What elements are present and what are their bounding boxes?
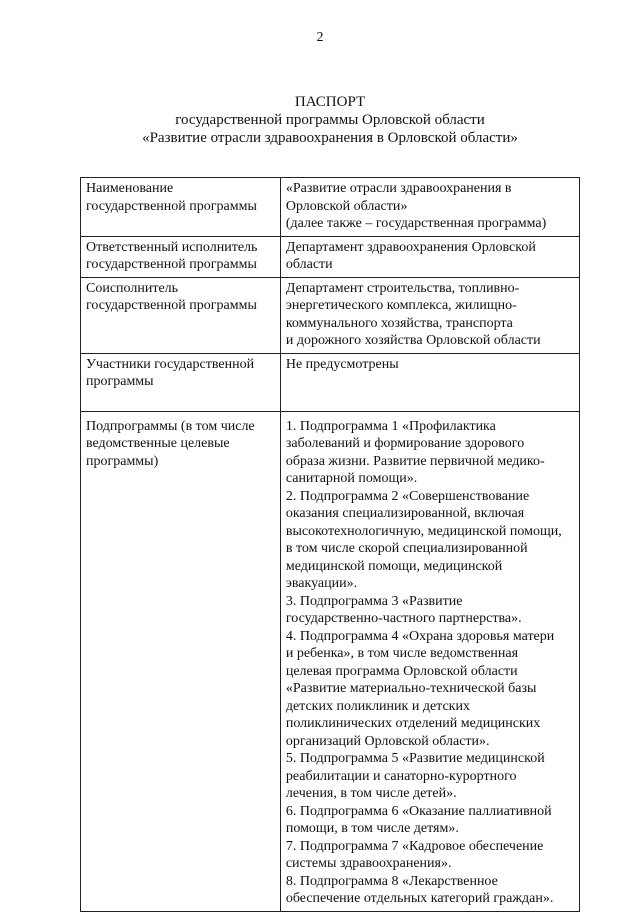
list-item xyxy=(286,803,576,838)
row-label xyxy=(81,353,281,411)
value-line: Не предусмотрены xyxy=(285,356,399,372)
value-line: Орловской области» xyxy=(285,198,408,214)
label-line: программы xyxy=(86,374,154,389)
item-line: 6. Подпрограмма 6 «Оказание паллиативной xyxy=(285,803,552,819)
list-item xyxy=(286,418,576,488)
item-line: 7. Подпрограмма 7 «Кадровое обеспечение xyxy=(285,838,544,854)
item-line: 3. Подпрограмма 3 «Развитие xyxy=(285,593,463,609)
value-line: «Развитие отрасли здравоохранения в xyxy=(285,181,512,196)
passport-table xyxy=(80,177,580,912)
list-item xyxy=(286,593,576,628)
row-label xyxy=(81,277,281,353)
table-row xyxy=(81,353,580,411)
item-line: медицинской помощи, медицинской xyxy=(285,558,503,574)
item-line: системы здравоохранения». xyxy=(285,856,452,871)
item-line: организаций Орловской области». xyxy=(285,733,490,749)
item-line: образа жизни. Развитие первичной медико- xyxy=(285,453,545,469)
list-item xyxy=(286,488,576,593)
item-line: целевая программа Орловской области xyxy=(285,663,518,679)
label-line: Наименование xyxy=(86,181,174,196)
item-line: реабилитации и санаторно-курортного xyxy=(285,768,517,784)
row-value xyxy=(280,236,579,277)
item-line: помощи, в том числе детям». xyxy=(285,821,459,836)
item-line: лечения, в том числе детей». xyxy=(285,786,457,801)
row-label xyxy=(81,178,281,237)
table-row xyxy=(81,236,580,277)
value-line: (далее также – государственная программа) xyxy=(285,216,547,231)
value-line: и дорожного хозяйства Орловской области xyxy=(285,333,541,348)
value-line: Департамент строительства, топливно- xyxy=(285,280,520,296)
row-label xyxy=(81,411,281,911)
table-row xyxy=(81,411,580,911)
item-line: «Развитие материально-технической базы xyxy=(285,681,537,696)
label-line: государственной программы xyxy=(86,298,257,313)
list-item xyxy=(286,750,576,803)
item-line: 1. Подпрограмма 1 «Профилактика xyxy=(285,418,496,434)
item-line: эвакуации». xyxy=(285,576,358,591)
value-line: коммунального хозяйства, транспорта xyxy=(285,315,513,331)
label-line: государственной программы xyxy=(86,198,257,214)
row-value xyxy=(280,353,579,411)
row-value xyxy=(280,277,579,353)
item-line: оказания специализированной, включая xyxy=(285,506,525,521)
label-line: государственной программы xyxy=(86,257,257,272)
title-subtitle: государственной программы Орловской области xyxy=(175,112,485,128)
label-line: Подпрограммы (в том числе xyxy=(86,418,255,434)
item-line: 2. Подпрограмма 2 «Совершенствование xyxy=(285,488,530,504)
item-line: и ребенка», в том числе ведомственная xyxy=(285,646,519,661)
subprogram-list xyxy=(280,411,579,911)
list-item xyxy=(286,873,576,908)
document-title xyxy=(0,93,640,147)
item-line: 4. Подпрограмма 4 «Охрана здоровья матери xyxy=(285,628,555,644)
item-line: 8. Подпрограмма 8 «Лекарственное xyxy=(285,873,498,889)
label-line: ведомственные целевые xyxy=(86,436,230,451)
list-item xyxy=(286,628,576,751)
row-label xyxy=(81,236,281,277)
label-line: программы) xyxy=(86,453,159,469)
item-line: заболеваний и формирование здорового xyxy=(285,436,525,451)
list-item xyxy=(286,838,576,873)
label-line: Соисполнитель xyxy=(86,280,179,296)
label-line: Участники государственной xyxy=(86,356,255,372)
item-line: обеспечение отдельных категорий граждан». xyxy=(285,891,554,906)
value-line: Департамент здравоохранения Орловской xyxy=(285,239,536,255)
value-line: энергетического комплекса, жилищно- xyxy=(285,298,517,313)
row-value xyxy=(280,178,579,237)
item-line: государственно-частного партнерства». xyxy=(285,611,522,626)
table-row xyxy=(81,277,580,353)
title-heading: ПАСПОРТ xyxy=(294,94,366,110)
item-line: детских поликлиник и детских xyxy=(285,698,470,714)
value-line: области xyxy=(285,257,333,272)
item-line: высокотехнологичную, медицинской помощи, xyxy=(285,523,562,539)
title-program-name: «Развитие отрасли здравоохранения в Орловской области» xyxy=(142,130,518,146)
table-row xyxy=(81,178,580,237)
item-line: поликлинических отделений медицинских xyxy=(285,716,541,731)
item-line: в том числе скорой специализированной xyxy=(285,541,528,556)
item-line: санитарной помощи». xyxy=(285,471,418,486)
item-line: 5. Подпрограмма 5 «Развитие медицинской xyxy=(285,751,545,766)
label-line: Ответственный исполнитель xyxy=(86,239,258,255)
page-number: 2 xyxy=(316,30,324,45)
